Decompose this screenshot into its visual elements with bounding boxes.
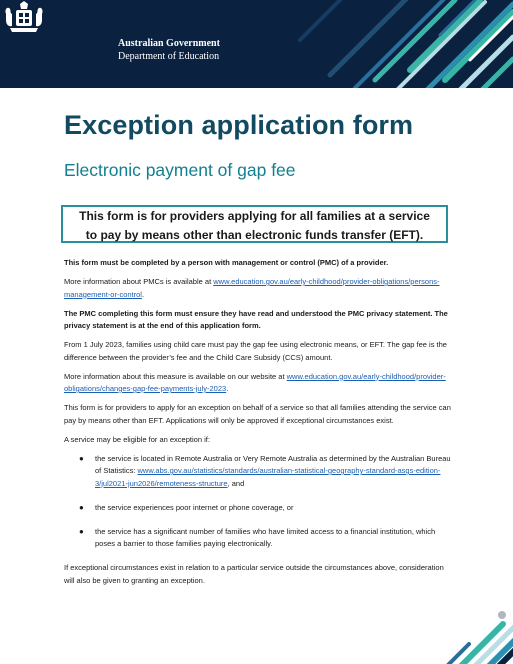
department-name: Department of Education bbox=[118, 51, 220, 62]
government-name: Australian Government bbox=[118, 38, 220, 49]
government-wordmark bbox=[118, 37, 220, 63]
eligibility-intro: A service may be eligible for an exception if: bbox=[64, 434, 210, 444]
measure-info-paragraph bbox=[64, 371, 454, 396]
form-purpose-text: This form is for providers to apply for an exception on behalf of a service so that all families attending the service can pay by means other than EFT. Applications will only be approved if exceptional circumstances exist. bbox=[64, 403, 451, 425]
pmc-requirement-text: This form must be completed by a person with management or control (PMC) of a provider. bbox=[64, 258, 389, 267]
bullet-icon: ● bbox=[79, 453, 84, 463]
measure-info-end: . bbox=[226, 384, 229, 393]
list-item bbox=[64, 526, 454, 551]
coat-of-arms-logo bbox=[0, 0, 48, 34]
exceptional-circumstances-text: If exceptional circumstances exist in relation to a particular service outside the circumstances above, consideration will also be given to granting an exception. bbox=[64, 563, 444, 585]
pmc-info-paragraph bbox=[64, 276, 454, 301]
callout-line-2: to pay by means other than electronic funds transfer (EFT). bbox=[85, 228, 424, 242]
list-item bbox=[64, 502, 454, 515]
pmc-info-text: More information about PMCs is available at bbox=[64, 277, 214, 286]
abs-remoteness-link[interactable]: www.abs.gov.au/statistics/standards/australian-statistical-geography-standard-asgs-edition-3/jul2021-jun2026/remoteness-structure bbox=[95, 466, 441, 488]
bullet-remote-text: the service is located in Remote Australia or Very Remote Australia as determined by the Australian Bureau of Statistics: bbox=[95, 453, 451, 475]
privacy-statement-notice: The PMC completing this form must ensure they have read and understood the PMC privacy statement. The privacy statement is at the end of this application form. bbox=[64, 308, 448, 330]
bullet-icon: ● bbox=[79, 526, 84, 536]
pmc-info-end: . bbox=[141, 289, 145, 299]
bullet-coverage-text: the service experiences poor internet or phone coverage, or bbox=[95, 502, 294, 512]
measure-info-link[interactable]: www.education.gov.au/early-childhood/provider-obligations/changes-gap-fee-payments-july-2023 bbox=[64, 371, 446, 393]
page-subtitle: Electronic payment of gap fee bbox=[64, 160, 296, 180]
bullet-icon: ● bbox=[79, 502, 84, 512]
eligibility-list bbox=[64, 453, 454, 551]
callout-line-1: This form is for providers applying for all families at a service bbox=[79, 209, 430, 223]
bullet-remote-end: , and bbox=[227, 478, 245, 488]
footer-stripes-decoration bbox=[403, 604, 513, 664]
bullet-financial-text: the service has a significant number of families who have limited access to a financial institution, which poses a barrier to those families paying electronically. bbox=[95, 526, 436, 548]
header-stripes-decoration bbox=[0, 0, 513, 88]
info-callout-box bbox=[61, 205, 448, 243]
page-title: Exception application form bbox=[64, 110, 414, 140]
list-item bbox=[64, 453, 454, 491]
form-intro-content bbox=[64, 257, 454, 594]
measure-info-text: More information about this measure is available on our website at bbox=[64, 371, 287, 381]
pmc-info-link[interactable]: www.education.gov.au/early-childhood/provider-obligations/persons-management-or-control bbox=[64, 277, 440, 299]
page-header-banner bbox=[0, 0, 513, 88]
gap-fee-explanation: From 1 July 2023, families using child care must pay the gap fee using electronic means, or EFT. The gap fee is the difference between the provider’s fee and the Child Care Subsidy (CCS) amount. bbox=[64, 340, 447, 362]
